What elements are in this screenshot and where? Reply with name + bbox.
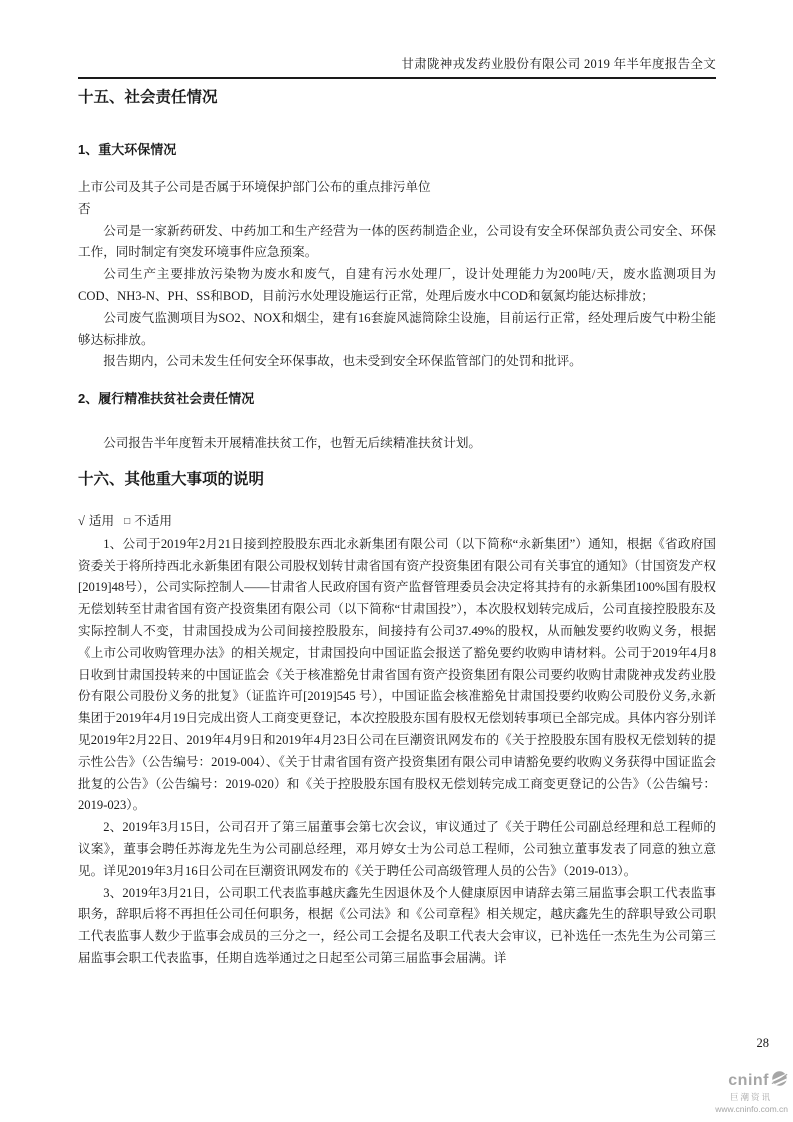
- body-paragraph: 公司是一家新药研发、中药加工和生产经营为一体的医药制造企业，公司设有安全环保部负责公司安全、环保工作，同时制定有突发环境事件应急预案。: [78, 223, 716, 260]
- page-content: [78, 86, 716, 970]
- cninfo-logo: [696, 1070, 788, 1113]
- logo-name-cn: 巨潮资讯: [729, 1092, 772, 1102]
- body-paragraph: 公司废气监测项目为SO2、NOX和烟尘，建有16套旋风滤筒除尘设施，目前运行正常，经处理后废气中粉尘能够达标排放。: [78, 310, 716, 347]
- page-header: 甘肃陇神戎发药业股份有限公司 2019 年半年度报告全文: [401, 57, 716, 71]
- body-paragraph: 2、2019年3月15日，公司召开了第三届董事会第七次会议，审议通过了《关于聘任公司副总经理和总工程师的议案》，董事会聘任苏海龙先生为公司副总经理，邓月婷女士为公司总工程师，公司独立董事发表了同意的独立意见。详见2019年3月16日公司在巨潮资讯网发布的《关于聘任公司高级管理人员的公告》（2019-013）。: [78, 820, 716, 878]
- body-paragraph: 公司生产主要排放污染物为废水和废气，自建有污水处理厂，设计处理能力为200吨/天，废水监测项目为COD、NH3-N、PH、SS和BOD，目前污水处理设施运行正常，处理后废水中COD和氨氮均能达标排放；: [78, 267, 716, 303]
- body-paragraph: 公司报告半年度暂未开展精准扶贫工作，也暂无后续精准扶贫计划。: [103, 436, 481, 451]
- subsection-2-title: 2、履行精准扶贫社会责任情况: [78, 391, 255, 407]
- logo-brand: cninf: [728, 1071, 769, 1089]
- not-applicable-label: 不适用: [134, 513, 172, 528]
- pollution-answer: 否: [78, 201, 91, 216]
- subsection-1-title: 1、重大环保情况: [78, 142, 177, 157]
- applicability-line: [78, 511, 716, 534]
- page-number: 28: [756, 1036, 769, 1050]
- body-paragraph: 1、公司于2019年2月21日接到控股股东西北永新集团有限公司（以下简称“永新集团”）通知，根据《省政府国资委关于将所持西北永新集团有限公司股权划转甘肃省国有资产投资集团有限公司有关事宜的通知》（甘国资发产权[2019]48号），公司实际控制人——甘肃省人民政府国有资产监督管理委员会决定将其持有的永新集团100%国有股权无偿划转至甘肃省国有资产投资集团有限公司（以下简称“甘肃国投”），本次股权划转完成后，公司直接控股股东及实际控制人不变，甘肃国投成为公司间接控股股东，间接持有公司37.49%的股权，从而触发要约收购义务，根据《上市公司收购管理办法》的相关规定，甘肃国投向中国证监会报送了豁免要约收购申请材料。公司于2019年4月8日收到甘肃国投转来的中国证监会《关于核准豁免甘肃省国有资产投资集团有限公司要约收购甘肃陇神戎发药业股份有限公司股份义务的批复》（证监许可[2019]545 号），中国证监会核准豁免甘肃国投要约收购公司股份义务,永新集团于2019年4月19日完成出资人工商变更登记，本次控股股东国有股权无偿划转事项已全部完成。具体内容分别详见2019年2月22日、2019年4月9日和2019年4月23日公司在巨潮资讯网发布的《关于控股股东国有股权无偿划转的提示性公告》（公告编号：2019-004）、《关于甘肃省国有资产投资集团有限公司申请豁免要约收购义务获得中国证监会批复的公告》（公告编号：2019-020）和《关于控股股东国有股权无偿划转完成工商变更登记的公告》（公告编号：2019-023）。: [78, 536, 716, 813]
- logo-url: www.cninfo.com.cn: [715, 1103, 788, 1114]
- pollution-question: 上市公司及其子公司是否属于环境保护部门公布的重点排污单位: [78, 180, 431, 194]
- header-rule: [78, 77, 716, 79]
- globe-swirl-icon: [771, 1070, 788, 1091]
- body-paragraph: 3、2019年3月21日，公司职工代表监事越庆鑫先生因退休及个人健康原因申请辞去第三届监事会职工代表监事职务，辞职后将不再担任公司任何职务，根据《公司法》和《公司章程》相关规定，越庆鑫先生的辞职导致公司职工代表监事人数少于监事会成员的三分之一，经公司工会提名及职工代表大会审议，已补选任一杰先生为公司第三届监事会职工代表监事，任期自选举通过之日起至公司第三届监事会届满。详: [78, 885, 716, 965]
- section-16-title: 十六、其他重大事项的说明: [78, 470, 265, 488]
- check-icon: √: [78, 513, 85, 528]
- body-paragraph: 报告期内，公司未发生任何安全环保事故，也未受到安全环保监管部门的处罚和批评。: [103, 354, 582, 369]
- section-15-title: 十五、社会责任情况: [78, 89, 218, 106]
- checkbox-icon: □: [124, 515, 131, 527]
- applicable-label: 适用: [88, 513, 115, 528]
